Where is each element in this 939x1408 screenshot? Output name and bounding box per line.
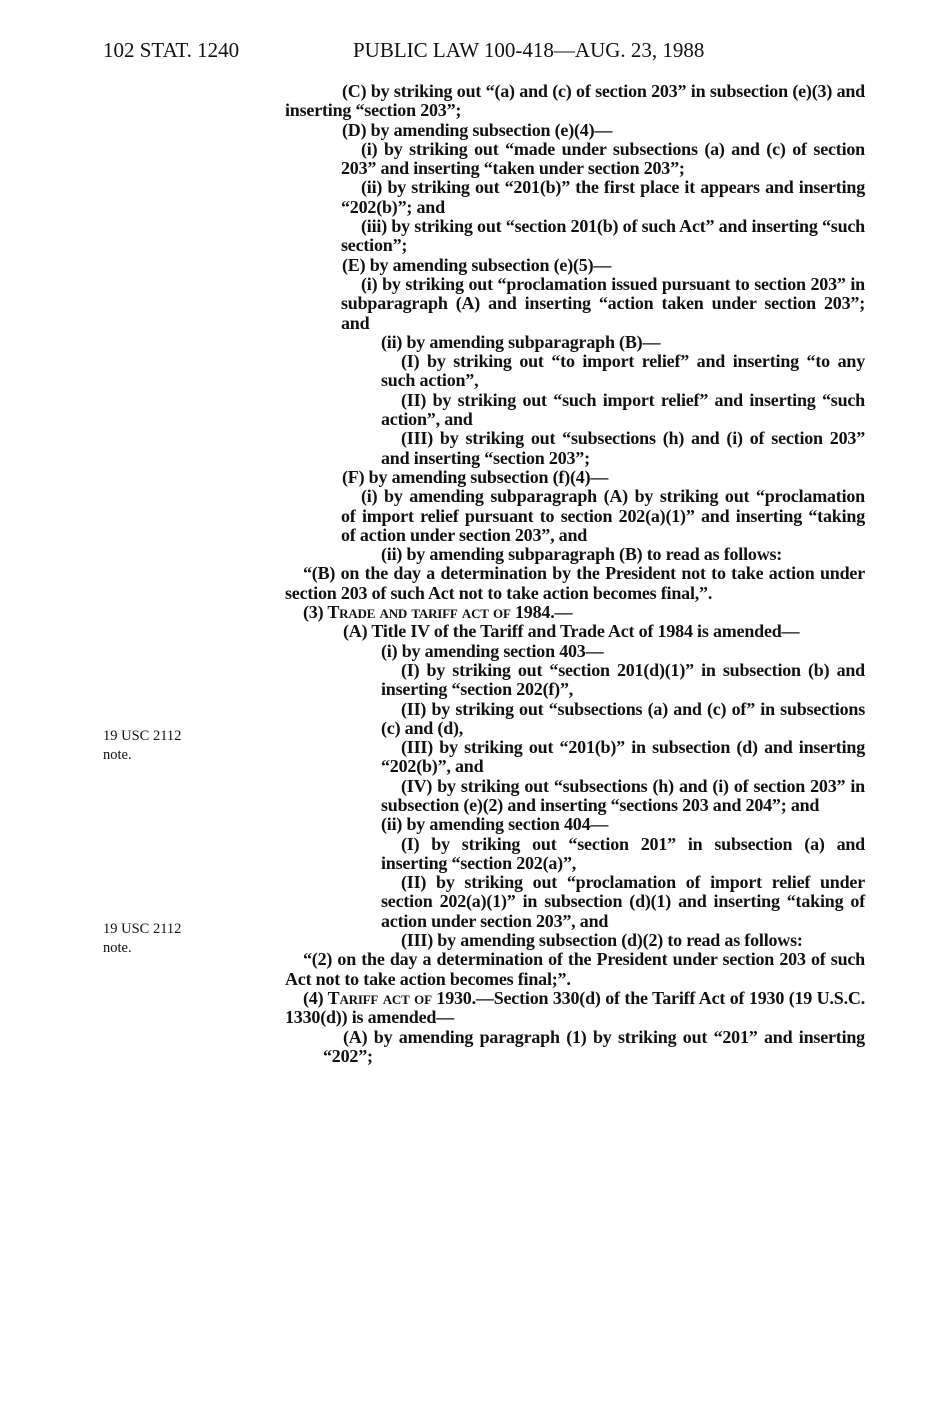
paragraph: (i) by striking out “proclamation issued pursuant to section 203” in subparagraph (A) and inserting “action taken under section 203”; and: [341, 273, 865, 333]
statute-body: [285, 82, 865, 1066]
margin-note-usc: 19 USC 2112 note.: [103, 728, 182, 763]
paragraph: “(2) on the day a determination of the President under section 203 of such Act not to take action becomes final;”.: [285, 949, 865, 989]
paragraph: (III) by amending subsection (d)(2) to read as follows:: [401, 930, 803, 951]
paragraph-heading: (3) Trade and tariff act of 1984.—: [303, 602, 573, 623]
paragraph: (A) by amending paragraph (1) by striking out “201” and inserting “202”;: [323, 1026, 865, 1066]
paragraph: (ii) by amending subparagraph (B) to read as follows:: [381, 544, 783, 565]
paragraph: (D) by amending subsection (e)(4)—: [342, 119, 613, 140]
paragraph: (F) by amending subsection (f)(4)—: [342, 466, 609, 487]
paragraph: (II) by striking out “such import relief” and inserting “such action”, and: [381, 389, 865, 430]
paragraph: (E) by amending subsection (e)(5)—: [342, 254, 612, 275]
running-title: PUBLIC LAW 100-418—AUG. 23, 1988: [353, 38, 705, 62]
page-header: [103, 38, 863, 68]
paragraph: (ii) by amending section 404—: [381, 814, 609, 835]
paragraph: (iii) by striking out “section 201(b) of such Act” and inserting “such section”;: [341, 216, 865, 256]
paragraph: (II) by striking out “proclamation of import relief under section 202(a)(1)” in subsection (d)(1) and inserting “taking of action under section 203”, and: [381, 872, 865, 931]
paragraph: (i) by amending section 403—: [381, 640, 604, 661]
paragraph: (I) by striking out “section 201” in subsection (a) and inserting “section 202(a)”,: [381, 833, 865, 873]
paragraph: (C) by striking out “(a) and (c) of section 203” in subsection (e)(3) and inserting “section 203”;: [285, 81, 865, 121]
paragraph-heading: (4) Tariff act of 1930.—: [303, 987, 494, 1008]
paragraph: (IV) by striking out “subsections (h) and (i) of section 203” in subsection (e)(2) and inserting “sections 203 and 204”; and: [381, 775, 865, 815]
paragraph: (I) by striking out “section 201(d)(1)” in subsection (b) and inserting “section 202(f)”,: [381, 659, 865, 700]
stat-page-number: 102 STAT. 1240: [103, 38, 240, 62]
paragraph: (ii) by striking out “201(b)” the first place it appears and inserting “202(b)”; and: [341, 177, 865, 217]
paragraph: (III) by striking out “subsections (h) and (i) of section 203” and inserting “section 203”;: [381, 428, 865, 468]
paragraph: (II) by striking out “subsections (a) and (c) of” in subsections (c) and (d),: [381, 698, 865, 738]
paragraph: (i) by striking out “made under subsections (a) and (c) of section 203” and inserting “taken under section 203”;: [341, 138, 865, 179]
paragraph: (i) by amending subparagraph (A) by striking out “proclamation of import relief pursuant to section 202(a)(1)” and inserting “taking of action under section 203”, and: [341, 486, 865, 545]
margin-note-usc: 19 USC 2112 note.: [103, 921, 182, 956]
paragraph: (III) by striking out “201(b)” in subsection (d) and inserting “202(b)”, and: [381, 737, 865, 777]
paragraph: (I) by striking out “to import relief” and inserting “to any such action”,: [381, 351, 865, 391]
paragraph: (A) Title IV of the Tariff and Trade Act of 1984 is amended—: [343, 621, 800, 642]
paragraph: “(B) on the day a determination by the President not to take action under section 203 of such Act not to take action becomes final,”.: [285, 563, 865, 603]
paragraph: (4) Tariff act of 1930.—Section 330(d) of the Tariff Act of 1930 (19 U.S.C. 1330(d)) is amended—: [285, 987, 865, 1028]
paragraph: [285, 603, 865, 622]
paragraph: (ii) by amending subparagraph (B)—: [381, 331, 661, 352]
